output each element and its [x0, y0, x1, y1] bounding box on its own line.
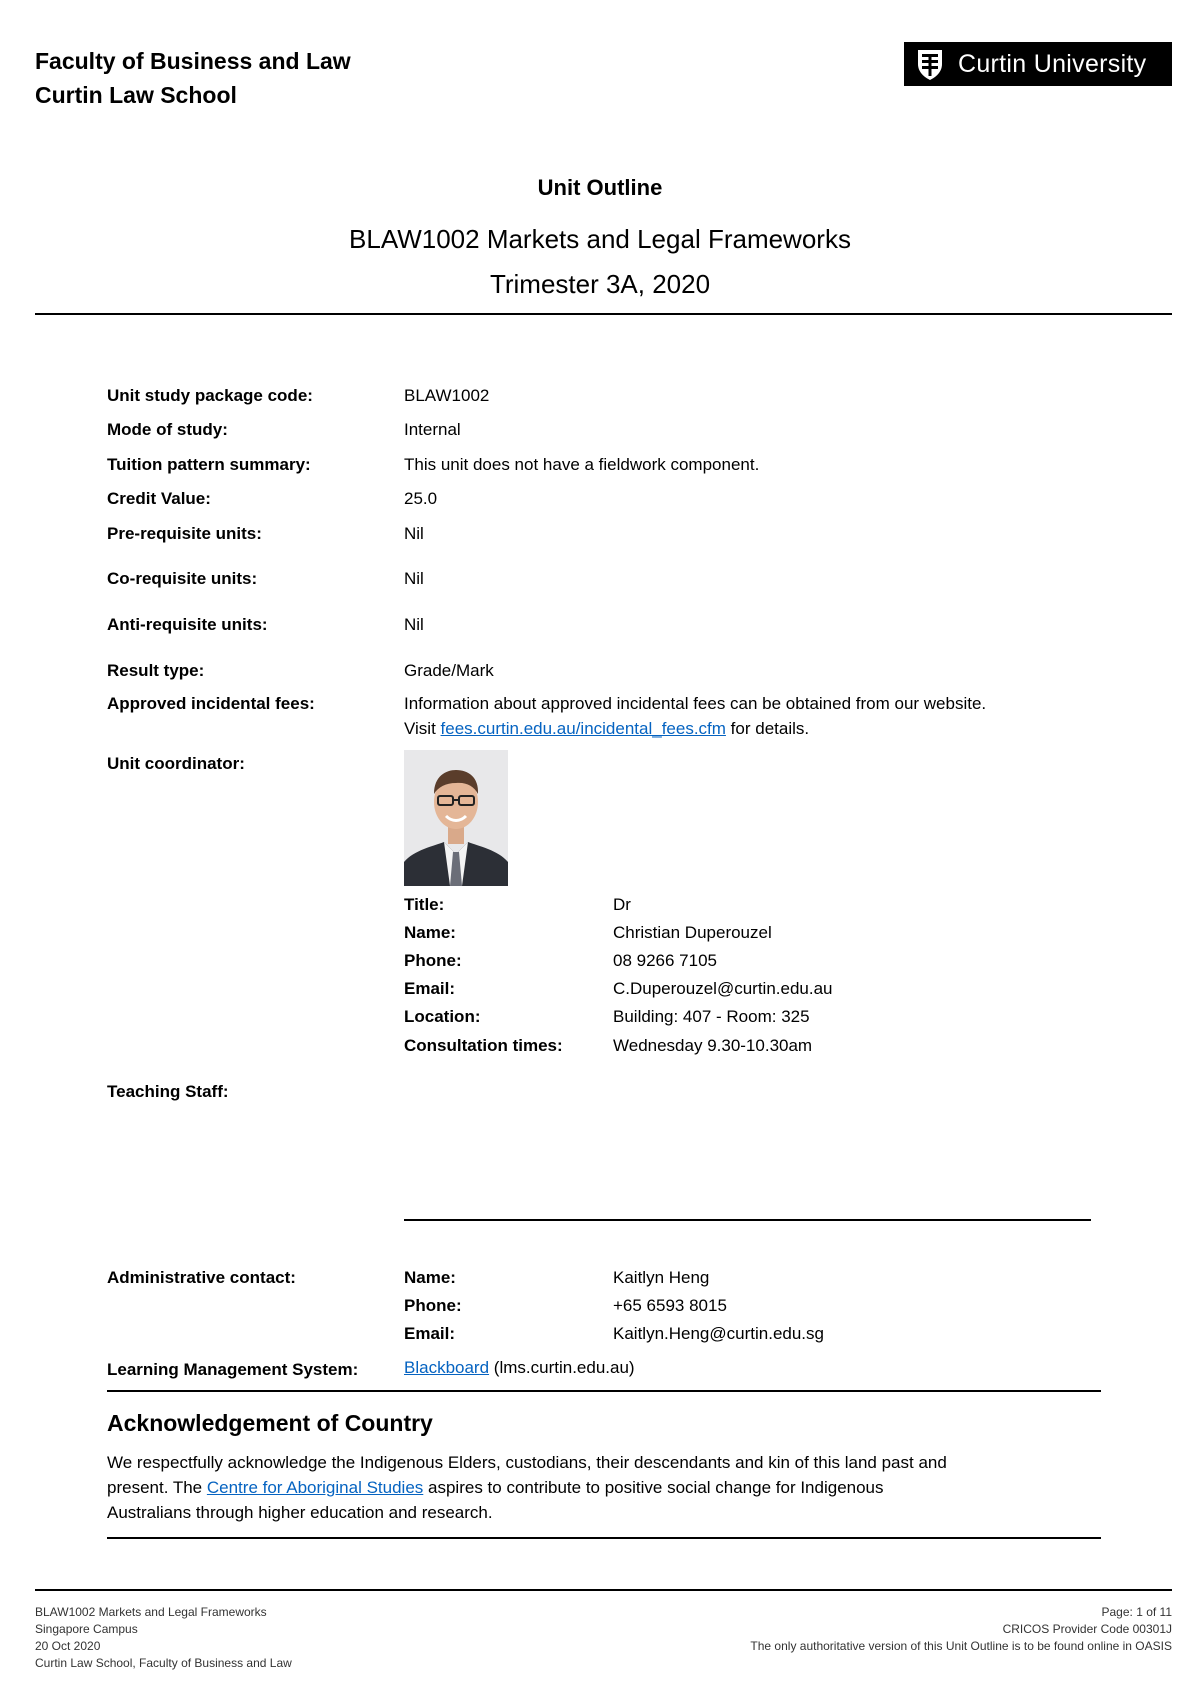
coordinator-field-label: Name:: [404, 923, 456, 942]
coordinator-field-value: Wednesday 9.30-10.30am: [613, 1036, 813, 1055]
staff-divider: [404, 1219, 1091, 1221]
blackboard-link[interactable]: Blackboard: [404, 1358, 490, 1377]
detail-label: Tuition pattern summary:: [107, 455, 311, 474]
fees-after: for details.: [730, 719, 810, 738]
fees-visit-line: [404, 719, 809, 739]
coordinator-label: Unit coordinator:: [107, 754, 245, 773]
detail-value: This unit does not have a fieldwork component.: [404, 455, 760, 474]
coordinator-field-label: Consultation times:: [404, 1036, 563, 1055]
detail-label: Credit Value:: [107, 489, 211, 508]
fees-link[interactable]: fees.curtin.edu.au/incidental_fees.cfm: [440, 719, 726, 738]
coordinator-field-label: Location:: [404, 1007, 481, 1026]
trimester: Trimester 3A, 2020: [489, 269, 711, 299]
admin-field-label: Phone:: [404, 1296, 462, 1315]
lms-label: Learning Management System:: [107, 1360, 359, 1379]
page-number: Page: 1 of 11: [1101, 1605, 1172, 1619]
coordinator-field-label: Phone:: [404, 951, 462, 970]
footer-left: [35, 1604, 292, 1672]
lms-line: [404, 1358, 635, 1378]
coordinator-field-label: Title:: [404, 895, 445, 914]
logo-text: Curtin University: [958, 49, 1147, 78]
detail-value: Nil: [404, 615, 424, 634]
admin-field-value: Kaitlyn.Heng@curtin.edu.sg: [613, 1324, 824, 1343]
detail-value: BLAW1002: [404, 386, 490, 405]
detail-label: Co-requisite units:: [107, 569, 258, 588]
cricos-code: CRICOS Provider Code 00301J: [1002, 1622, 1172, 1636]
portrait-image: [404, 750, 508, 886]
fees-label: Approved incidental fees:: [107, 694, 315, 713]
detail-label: Result type:: [107, 661, 205, 680]
title-divider: [35, 313, 1172, 315]
acknowledgement-line: Australians through higher education and research.: [107, 1503, 493, 1522]
admin-field-value: Kaitlyn Heng: [613, 1268, 710, 1287]
lms-url: (lms.curtin.edu.au): [493, 1358, 635, 1377]
faculty-heading: [35, 44, 351, 112]
coordinator-field-value: 08 9266 7105: [613, 951, 717, 970]
detail-value: Grade/Mark: [404, 661, 494, 680]
detail-label: Mode of study:: [107, 420, 228, 439]
acknowledgement-line: [107, 1475, 1107, 1500]
aboriginal-studies-link[interactable]: Centre for Aboriginal Studies: [206, 1478, 424, 1497]
footer-campus: Singapore Campus: [35, 1622, 138, 1636]
footer-divider: [35, 1589, 1172, 1591]
admin-label: Administrative contact:: [107, 1268, 296, 1287]
footer-unit: BLAW1002 Markets and Legal Frameworks: [35, 1605, 267, 1619]
admin-field-label: Email:: [404, 1324, 456, 1343]
acknowledgement-text: aspires to contribute to positive social change for Indigenous: [428, 1478, 884, 1497]
coordinator-field-value: C.Duperouzel@curtin.edu.au: [613, 979, 833, 998]
detail-value: 25.0: [404, 489, 438, 508]
coordinator-field-value: Christian Duperouzel: [613, 923, 772, 942]
footer-right: [750, 1604, 1172, 1655]
faculty-name: Faculty of Business and Law: [35, 48, 351, 74]
coordinator-photo: [404, 750, 508, 886]
school-name: Curtin Law School: [35, 82, 237, 108]
detail-value: Nil: [404, 524, 424, 543]
acknowledgement-divider: [107, 1537, 1101, 1539]
lms-divider: [107, 1390, 1101, 1392]
admin-field-value: +65 6593 8015: [613, 1296, 727, 1315]
detail-label: Anti-requisite units:: [107, 615, 268, 634]
acknowledgement-title: Acknowledgement of Country: [107, 1410, 433, 1436]
detail-value: Internal: [404, 420, 461, 439]
crest-icon: [912, 46, 948, 82]
admin-field-label: Name:: [404, 1268, 456, 1287]
authority-note: The only authoritative version of this Unit Outline is to be found online in OASIS: [750, 1639, 1172, 1653]
coordinator-field-label: Email:: [404, 979, 456, 998]
teaching-staff-label: Teaching Staff:: [107, 1082, 229, 1101]
curtin-logo: [904, 42, 1172, 86]
footer-school: Curtin Law School, Faculty of Business and Law: [35, 1656, 292, 1670]
detail-label: Unit study package code:: [107, 386, 313, 405]
document-type: Unit Outline: [537, 175, 663, 200]
footer-date: 20 Oct 2020: [35, 1639, 101, 1653]
acknowledgement-line: We respectfully acknowledge the Indigenous Elders, custodians, their descendants and kin of this land past and: [107, 1453, 947, 1472]
detail-value: Nil: [404, 569, 424, 588]
fees-visit: Visit: [404, 719, 436, 738]
fees-info: Information about approved incidental fees can be obtained from our website.: [404, 694, 987, 713]
acknowledgement-text: present. The: [107, 1478, 203, 1497]
coordinator-field-value: Dr: [613, 895, 631, 914]
acknowledgement-body: [107, 1450, 1107, 1525]
detail-label: Pre-requisite units:: [107, 524, 262, 543]
coordinator-field-value: Building: 407 - Room: 325: [613, 1007, 810, 1026]
unit-title: BLAW1002 Markets and Legal Frameworks: [349, 224, 851, 254]
